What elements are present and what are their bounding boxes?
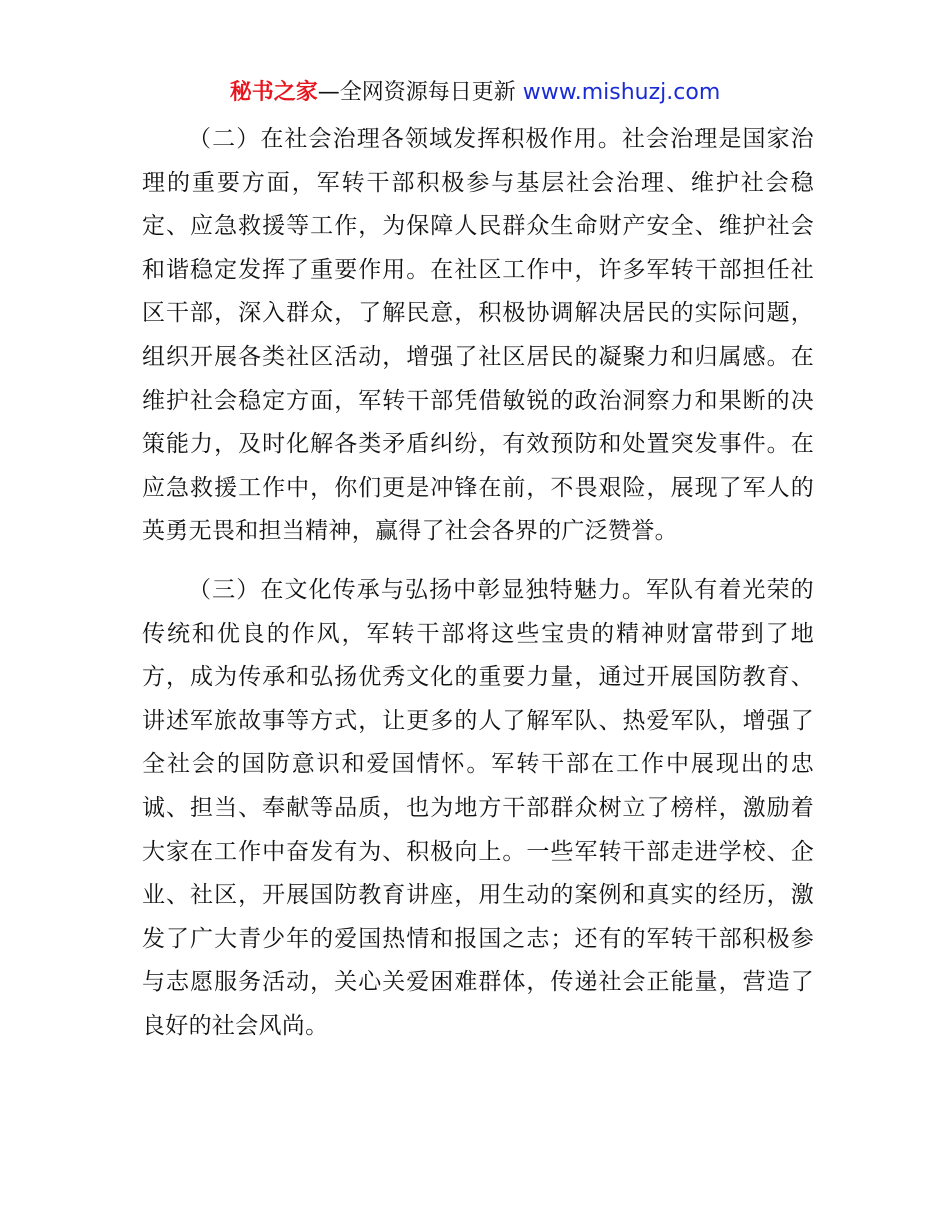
paragraph-cultural-heritage: （三）在文化传承与弘扬中彰显独特魅力。军队有着光荣的传统和优良的作风，军转干部将这些宝贵的精神财富带到了地方，成为传承和弘扬优秀文化的重要力量，通过开展国防教育、讲述军旅故事等方式，让更多的人了解军队、热爱军队，增强了全社会的国防意识和爱国情怀。军转干部在工作中展现出的忠诚、担当、奉献等品质，也为地方干部群众树立了榜样，激励着大家在工作中奋发有为、积极向上。一些军转干部走进学校、企业、社区，开展国防教育讲座，用生动的案例和真实的经历，激发了广大青少年的爱国热情和报国之志；还有的军转干部积极参与志愿服务活动，关心关爱困难群体，传递社会正能量，营造了良好的社会风尚。 — [142, 576, 814, 1039]
page-header — [0, 78, 950, 108]
header-site-link[interactable]: www.mishuzj.com — [522, 80, 721, 105]
header-brand: 秘书之家 — [229, 80, 318, 105]
paragraph-social-governance: （二）在社会治理各领域发挥积极作用。社会治理是国家治理的重要方面，军转干部积极参与基层社会治理、维护社会稳定、应急救援等工作，为保障人民群众生命财产安全、维护社会和谐稳定发挥了重要作用。在社区工作中，许多军转干部担任社区干部，深入群众，了解民意，积极协调解决居民的实际问题，组织开展各类社区活动，增强了社区居民的凝聚力和归属感。在维护社会稳定方面，军转干部凭借敏锐的政治洞察力和果断的决策能力，及时化解各类矛盾纠纷，有效预防和处置突发事件。在应急救援工作中，你们更是冲锋在前，不畏艰险，展现了军人的英勇无畏和担当精神，赢得了社会各界的广泛赞誉。 — [142, 126, 814, 545]
header-tagline: —全网资源每日更新 — [317, 80, 523, 105]
document-body — [142, 118, 814, 1063]
